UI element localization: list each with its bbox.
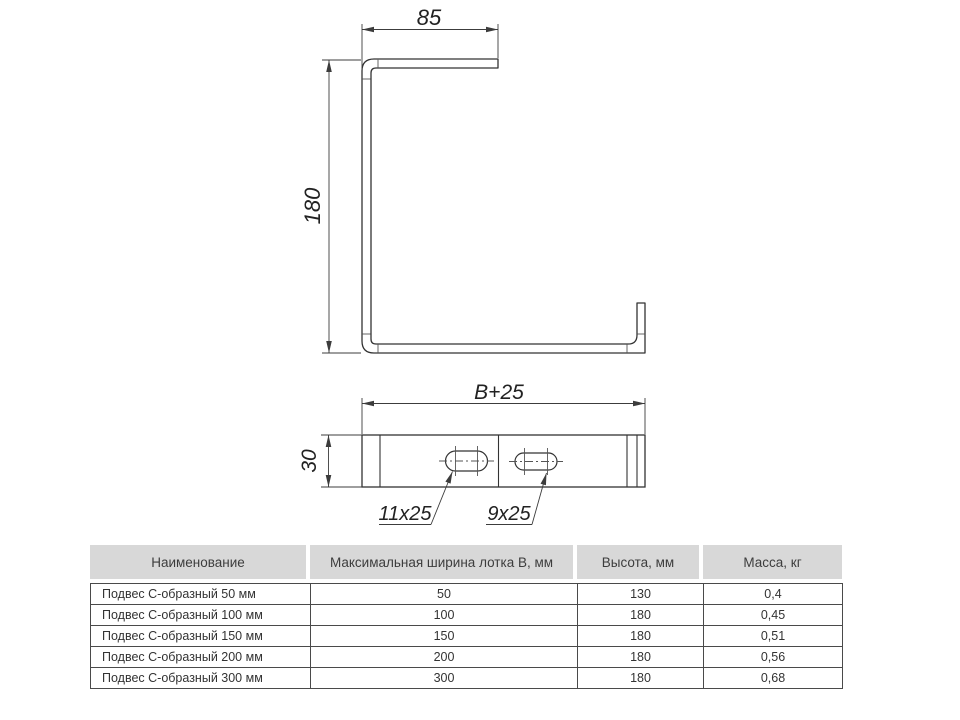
front-view-outline <box>362 59 645 353</box>
cell-mass: 0,68 <box>704 668 843 689</box>
table-row <box>91 605 843 626</box>
header-max-width: Максимальная ширина лотка В, мм <box>310 545 577 579</box>
cell-width: 50 <box>311 584 578 605</box>
table-row <box>91 647 843 668</box>
cell-width: 300 <box>311 668 578 689</box>
dimension-depth-30 <box>321 435 362 487</box>
dim-height-label: 180 <box>300 187 325 225</box>
spec-table-header <box>90 545 842 579</box>
spec-table-body <box>90 583 843 689</box>
bend-tangent-lines <box>363 60 645 353</box>
table-row <box>91 584 843 605</box>
cell-width: 100 <box>311 605 578 626</box>
header-height: Высота, мм <box>577 545 703 579</box>
cell-height: 130 <box>578 584 704 605</box>
cell-width: 200 <box>311 647 578 668</box>
dim-depth-label: 30 <box>298 449 321 473</box>
cell-width: 150 <box>311 626 578 647</box>
cell-height: 180 <box>578 668 704 689</box>
cell-mass: 0,56 <box>704 647 843 668</box>
cell-mass: 0,51 <box>704 626 843 647</box>
spec-table <box>90 545 842 689</box>
table-row <box>91 668 843 689</box>
plan-view <box>298 381 645 525</box>
header-name: Наименование <box>90 545 310 579</box>
cell-height: 180 <box>578 605 704 626</box>
dim-width-label: 85 <box>416 5 442 30</box>
cell-mass: 0,4 <box>704 584 843 605</box>
slot-left-label: 11x25 <box>378 503 432 525</box>
dimension-height-180 <box>322 60 361 353</box>
cell-name: Подвес С-образный 300 мм <box>91 668 311 689</box>
cell-mass: 0,45 <box>704 605 843 626</box>
cell-name: Подвес С-образный 150 мм <box>91 626 311 647</box>
plan-strip <box>362 435 645 487</box>
cell-name: Подвес С-образный 50 мм <box>91 584 311 605</box>
slot-right-label: 9x25 <box>487 503 531 525</box>
cell-name: Подвес С-образный 100 мм <box>91 605 311 626</box>
header-mass: Масса, кг <box>703 545 842 579</box>
cell-height: 180 <box>578 626 704 647</box>
cell-height: 180 <box>578 647 704 668</box>
cell-name: Подвес С-образный 200 мм <box>91 647 311 668</box>
dim-length-label: B+25 <box>474 381 524 404</box>
table-row <box>91 626 843 647</box>
front-view <box>300 5 645 353</box>
